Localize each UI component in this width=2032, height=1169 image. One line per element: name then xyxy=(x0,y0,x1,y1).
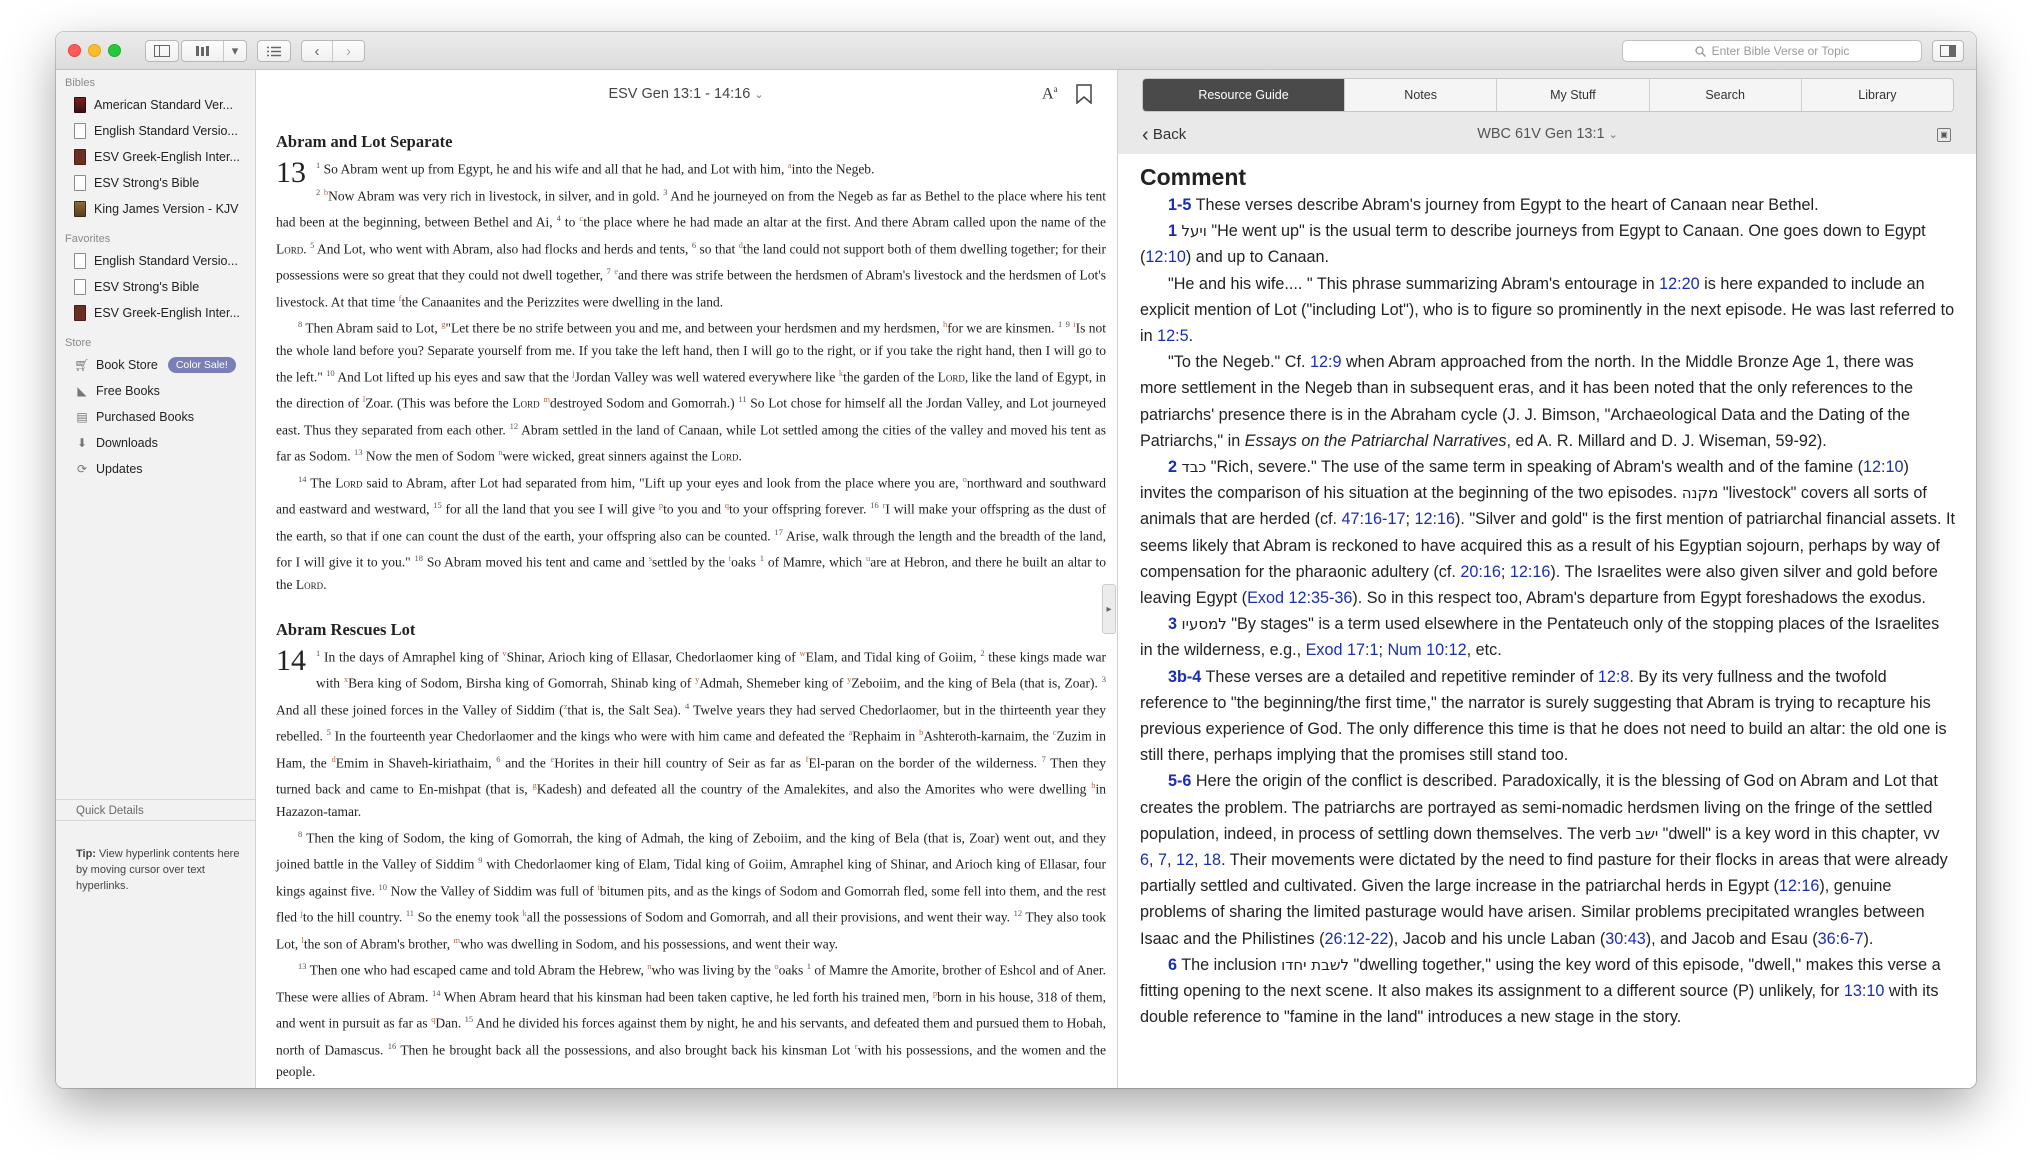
tag-icon: ◣ xyxy=(77,384,87,398)
toggle-resource-pane-button[interactable] xyxy=(1932,40,1964,62)
resource-subbar xyxy=(1118,118,1976,152)
chevron-down-icon: ▾ xyxy=(231,43,239,58)
bookmark-icon[interactable] xyxy=(1076,84,1092,109)
verse-paragraph: $^{14}$ The Lord said to Abram, after Lot had separated from him, "Lift up your eyes and look from the place where you are, $^o$northward and southward and eastward and westward, $^{15}$ for all the land that you see I will give $^p$to you and $^q$to your offspring forever. $^{16}$ $^r$I will make your offspring as the dust of the earth, so that if one can count the dust of the earth, your offspring also can be counted. $^{17}$ Arise, walk through the length and the breadth of the land, for I will give it to you." $^{18}$ So Abram moved his tent and came and $^s$settled by the $^t$oaks $^1$ of Mamre, which $^u$are at Hebron, and there he built an altar to the Lord. xyxy=(276,473,1107,592)
resource-pane xyxy=(1117,70,1976,1088)
tab-search[interactable]: Search xyxy=(1650,79,1802,111)
app-window xyxy=(56,32,1976,1088)
commentary-text xyxy=(1118,154,1976,1031)
commentary-paragraph: 3b-4 These verses are a detailed and repetitive reminder of 12:8. By its very fullness and the twofold reference to "the beginning/the first time," the narrator is surely suggesting that Abram is trying to recapture his previous experience of God. The only difference this time is that he does not need to build an altar: the old one is still there, perhaps implying that the promises still stand too. xyxy=(1140,667,1947,765)
sidebar-item-kjv[interactable] xyxy=(56,196,255,222)
bible-reference-selector[interactable] xyxy=(256,86,1116,102)
search-icon xyxy=(1695,46,1706,57)
list-view-button[interactable] xyxy=(257,40,291,62)
bag-icon: ▤ xyxy=(76,410,88,424)
chevron-down-icon: ⌄ xyxy=(754,89,764,101)
search-placeholder: Enter Bible Verse or Topic xyxy=(1711,44,1850,58)
sidebar-item-label: Updates xyxy=(96,462,143,476)
sidebar-item-label: Downloads xyxy=(96,436,158,450)
back-arrow-icon[interactable]: ‹ xyxy=(302,41,333,61)
tab-notes[interactable]: Notes xyxy=(1345,79,1497,111)
section-heading: Abram and Lot Separate xyxy=(276,132,453,151)
sidebar-icon xyxy=(154,45,170,57)
book-cover-icon xyxy=(74,279,86,295)
font-size-icon[interactable]: $A^a$ xyxy=(1042,84,1058,103)
sidebar-item-esv[interactable] xyxy=(56,118,255,144)
sidebar-item-label: ESV Strong's Bible xyxy=(94,176,200,190)
sidebar-item-fav-esv-strongs[interactable] xyxy=(56,274,255,300)
sidebar-item-label: King James Version - KJV xyxy=(94,202,239,216)
tab-resource-guide[interactable]: Resource Guide xyxy=(1143,79,1345,111)
bible-text xyxy=(276,130,1106,1083)
tab-my-stuff[interactable]: My Stuff xyxy=(1497,79,1649,111)
quick-details-title: Quick Details xyxy=(56,799,255,821)
toggle-sidebar-button[interactable] xyxy=(145,40,179,62)
panel-icon xyxy=(1940,45,1956,57)
book-cover-icon xyxy=(74,97,86,113)
sidebar-item-label: ESV Greek-English Inter... xyxy=(94,150,240,164)
expand-icon[interactable]: ▣ xyxy=(1937,128,1951,142)
sidebar-item-book-store[interactable] xyxy=(56,352,255,378)
sidebar-item-fav-esv[interactable] xyxy=(56,248,255,274)
verse-paragraph: $^{13}$ Then one who had escaped came and told Abram the Hebrew, $^n$who was living by the $^o$oaks $^1$ of Mamre the Amorite, brother of Eshcol and of Aner. These were allies of Abram. $^{14}$ When Abram heard that his kinsman had been taken captive, he led forth his trained men, $^p$born in his house, 318 of them, and went in pursuit as far as $^q$Dan. $^{15}$ And he divided his forces against them by night, he and his servants, and defeated them and pursued them to Hobah, north of Damascus. $^{16}$ Then he brought back all the possessions, and also brought back his kinsman Lot $^r$with his possessions, and the women and the people. xyxy=(276,961,1106,1079)
commentary-paragraph: "He and his wife.... " This phrase summarizing Abram's entourage in 12:20 is here expanded to include an explicit mention of Lot ("including Lot"), who is to figure so prominently in the next episode. He was last referred to in 12:5. xyxy=(1140,274,1955,346)
sidebar-item-downloads[interactable] xyxy=(56,430,255,456)
commentary-paragraph: 3 למסעיו "By stages" is a term used elsewhere in the Pentateuch only of the stopping places of the Israelites in the wilderness, e.g., Exod 17:1; Num 10:12, etc. xyxy=(1140,615,1940,660)
download-icon: ⬇ xyxy=(76,436,88,450)
resource-reference-selector[interactable] xyxy=(1118,126,1976,142)
sidebar-item-free-books[interactable] xyxy=(56,378,255,404)
sidebar-section-store: Store xyxy=(65,337,92,349)
commentary-paragraph: "To the Negeb." Cf. 12:9 when Abram approached from the north. In the Middle Bronze Age 1, there was more settlement in the Negeb than in subsequent eras, and it has been noted that the only references to the patriarchs' presence there is in the Abraham cycle (J. J. Bimson, "Archaeological Data and the Dating of the Patriarchs," in Essays on the Patriarchal Narratives, ed A. R. Millard and D. J. Wiseman, 59-92). xyxy=(1140,353,1914,450)
book-cover-icon xyxy=(74,305,86,321)
bible-search-input[interactable] xyxy=(1622,40,1922,62)
verse-paragraph: 14 $^1$ In the days of Amraphel king of $^v$Shinar, Arioch king of Ellasar, Chedorlaomer king of $^w$Elam, and Tidal king of Goiim, $^2$ these kings made war with $^x$Bera king of Sodom, Birsha king of Gomorrah, Shinab king of $^y$Admah, Shemeber king of $^y$Zeboiim, and the king of Bela (that is, Zoar). $^3$ And all these joined forces in the Valley of Siddim ($^z$that is, the Salt Sea). $^4$ Twelve years they had served Chedorlaomer, but in the thirteenth year they rebelled. $^5$ In the fourteenth year Chedorlaomer and the kings who were with him came and defeated the $^a$Rephaim in $^b$Ashteroth-karnaim, the $^c$Zuzim in Ham, the $^d$Emim in Shaveh-kiriathaim, $^6$ and the $^e$Horites in their hill country of Seir as far as $^f$El-paran on the border of the wilderness. $^7$ Then they turned back and came to En-mishpat (that is, $^g$Kadesh) and defeated all the country of the Amalekites, and also the Amorites who were dwelling $^h$in Hazazon-tamar. xyxy=(276,643,1107,819)
chapter-number: 14 xyxy=(276,643,306,677)
commentary-paragraph: 1 ויעל "He went up" is the usual term to describe journeys from Egypt to Canaan. One goes down to Egypt (12:10) and up to Canaan. xyxy=(1140,222,1926,267)
commentary-paragraph: 1-5 These verses describe Abram's journey from Egypt to the heart of Canaan near Bethel. xyxy=(1168,196,1819,214)
bible-header xyxy=(256,70,1116,120)
chevron-left-icon: ‹ xyxy=(1142,124,1149,146)
sidebar-item-updates[interactable] xyxy=(56,456,255,482)
sidebar-item-label: English Standard Versio... xyxy=(94,124,238,138)
sidebar-item-esv-strongs[interactable] xyxy=(56,170,255,196)
tip-text: View hyperlink contents here by moving cursor over text hyperlinks. xyxy=(76,848,240,892)
sidebar xyxy=(56,70,256,1088)
commentary-paragraph: 6 The inclusion לשבת יחדו "dwelling together," using the key word of this episode, "dwell," makes this verse a fitting opening to the next scene. It also makes its assignment to a different source (P) unlikely, for 13:10 with its double reference to "famine in the land" introduces a new stage in the story. xyxy=(1140,955,1941,1027)
bible-pane xyxy=(256,70,1116,1088)
resource-tabs xyxy=(1142,78,1954,112)
refresh-icon: ⟳ xyxy=(76,462,88,476)
book-cover-icon xyxy=(74,175,86,191)
minimize-window-button[interactable] xyxy=(88,44,101,57)
title-bar xyxy=(56,32,1976,70)
forward-arrow-icon[interactable]: › xyxy=(346,42,351,60)
cart-icon: 🛒︎ xyxy=(74,358,90,372)
chevron-down-icon: ⌄ xyxy=(1608,129,1618,141)
commentary-paragraph: 5-6 Here the origin of the conflict is described. Paradoxically, it is the blessing of God on Abram and Lot that creates the problem. The patriarchs are portrayed as semi-nomadic herdsmen living on the fringe of the settled population, indeed, in process of settling down themselves. The verb ישב "dwell" is a key word in this chapter, vv 6, 7, 12, 18. Their movements were dictated by the need to find pasture for their flocks in areas that were already partially settled and cultivated. Given the large increase in the patriarchal herds in Egypt (12:16), genuine problems of sharing the limited pasturage would have arisen. Similar problems precipitated wrangles between Isaac and the Philistines (26:12-22), Jacob and his uncle Laban (30:43), and Jacob and Esau (36:6-7). xyxy=(1140,772,1948,948)
list-icon xyxy=(267,46,281,57)
sidebar-section-bibles: Bibles xyxy=(65,77,95,89)
book-cover-icon xyxy=(74,149,86,165)
sidebar-item-label: English Standard Versio... xyxy=(94,254,238,268)
pane-divider-handle[interactable]: ▸ xyxy=(1102,584,1116,634)
close-window-button[interactable] xyxy=(68,44,81,57)
book-cover-icon xyxy=(74,253,86,269)
book-cover-icon xyxy=(74,123,86,139)
sidebar-item-asv[interactable] xyxy=(56,92,255,118)
sidebar-item-label: ESV Greek-English Inter... xyxy=(94,306,240,320)
sidebar-item-label: Purchased Books xyxy=(96,410,194,424)
book-cover-icon xyxy=(74,201,86,217)
zoom-window-button[interactable] xyxy=(108,44,121,57)
quick-details-tip xyxy=(76,846,246,894)
resource-reference: WBC 61V Gen 13:1 xyxy=(1477,126,1605,142)
sidebar-section-favorites: Favorites xyxy=(65,233,111,245)
commentary-paragraph: 2 כבד "Rich, severe." The use of the same term in speaking of Abram's wealth and of the famine (12:10) invites the comparison of his situation at the beginning of the two episodes. מקנה "livestock" covers all sorts of animals that are herded (cf. 47:16-17; 12:16). "Silver and gold" is the first mention of patriarchal financial assets. It seems likely that Abram is reckoned to have acquired this as a result of his Egyptian sojourn, perhaps by way of compensation for the pharaonic adultery (cf. 20:16; 12:16). The Israelites were also given silver and gold before leaving Egypt (Exod 12:35-36). So in this respect too, Abram's departure from Egypt foreshadows the exodus. xyxy=(1140,458,1956,608)
navigation-buttons xyxy=(301,40,365,62)
commentary-body xyxy=(1118,154,1976,1088)
verse-paragraph: $^8$ Then Abram said to Lot, $^g$"Let there be no strife between you and me, and between your herdsmen and my herdsmen, $^h$for we are kinsmen. $^1$ $^9$ $^i$Is not the whole land before you? Separate yourself from me. If you take the left hand, then I will go to the right, or if you take the right hand, then I will go to the left." $^{10}$ And Lot lifted up his eyes and saw that the $^j$Jordan Valley was well watered everywhere like $^k$the garden of the Lord, like the land of Egypt, in the direction of $^l$Zoar. (This was before the Lord $^m$destroyed Sodom and Gomorrah.) $^{11}$ So Lot chose for himself all the Jordan Valley, and Lot journeyed east. Thus they separated from each other. $^{12}$ Abram settled in the land of Canaan, while Lot settled among the cities of the valley and moved his tent as far as Sodom. $^{13}$ Now the men of Sodom $^n$were wicked, great sinners against the Lord. xyxy=(276,319,1107,464)
sidebar-item-label: American Standard Ver... xyxy=(94,98,233,112)
bible-reference: ESV Gen 13:1 - 14:16 xyxy=(608,86,751,102)
sidebar-item-label: ESV Strong's Bible xyxy=(94,280,200,294)
sidebar-item-label: Book Store xyxy=(96,358,158,372)
sidebar-item-label: Free Books xyxy=(96,384,160,398)
section-heading: Abram Rescues Lot xyxy=(276,619,416,639)
sidebar-item-fav-esv-greek[interactable] xyxy=(56,300,255,326)
sidebar-item-esv-greek[interactable] xyxy=(56,144,255,170)
sale-badge: Color Sale! xyxy=(168,357,236,373)
tab-library[interactable]: Library xyxy=(1858,88,1897,102)
books-icon xyxy=(182,41,224,61)
tip-label: Tip: xyxy=(76,848,96,860)
verse-paragraph: 13 $^1$ So Abram went up from Egypt, he and his wife and all that he had, and Lot with him, $^a$into the Negeb. $^2$ $^b$Now Abram was very rich in livestock, in silver, and in gold. $^3$ And he journeyed on from the Negeb as far as Bethel to the place where his tent had been at the beginning, between Bethel and Ai, $^4$ to $^c$the place where he had made an altar at the first. And there Abram called upon the name of the Lord. $^5$ And Lot, who went with Abram, also had flocks and herds and tents, $^6$ so that $^d$the land could not support both of them dwelling together; for their possessions were so great that they could not dwell together, $^7$ $^e$and there was strife between the herdsmen of Abram's livestock and the herdsmen of Lot's livestock. At that time $^f$the Canaanites and the Perizzites were dwelling in the land. xyxy=(276,156,1107,309)
sidebar-item-purchased-books[interactable] xyxy=(56,404,255,430)
back-label: Back xyxy=(1152,126,1187,143)
chapter-number: 13 xyxy=(276,156,306,189)
commentary-heading: Comment xyxy=(1140,164,1247,190)
verse-paragraph: $^8$ Then the king of Sodom, the king of Gomorrah, the king of Admah, the king of Zeboiim, and the king of Bela (that is, Zoar) went out, and they joined battle in the Valley of Siddim $^9$ with Chedorlaomer king of Elam, Tidal king of Goiim, Amraphel king of Shinar, and Arioch king of Ellasar, four kings against five. $^{10}$ Now the Valley of Siddim was full of $^i$bitumen pits, and as the kings of Sodom and Gomorrah fled, some fell into them, and the rest fled $^j$to the hill country. $^{11}$ So the enemy took $^k$all the possessions of Sodom and Gomorrah, and all their provisions, and went their way. $^{12}$ They also took Lot, $^l$the son of Abram's brother, $^m$who was dwelling in Sodom, and his possessions, and went their way. xyxy=(276,828,1107,951)
library-view-menu[interactable] xyxy=(181,40,247,62)
